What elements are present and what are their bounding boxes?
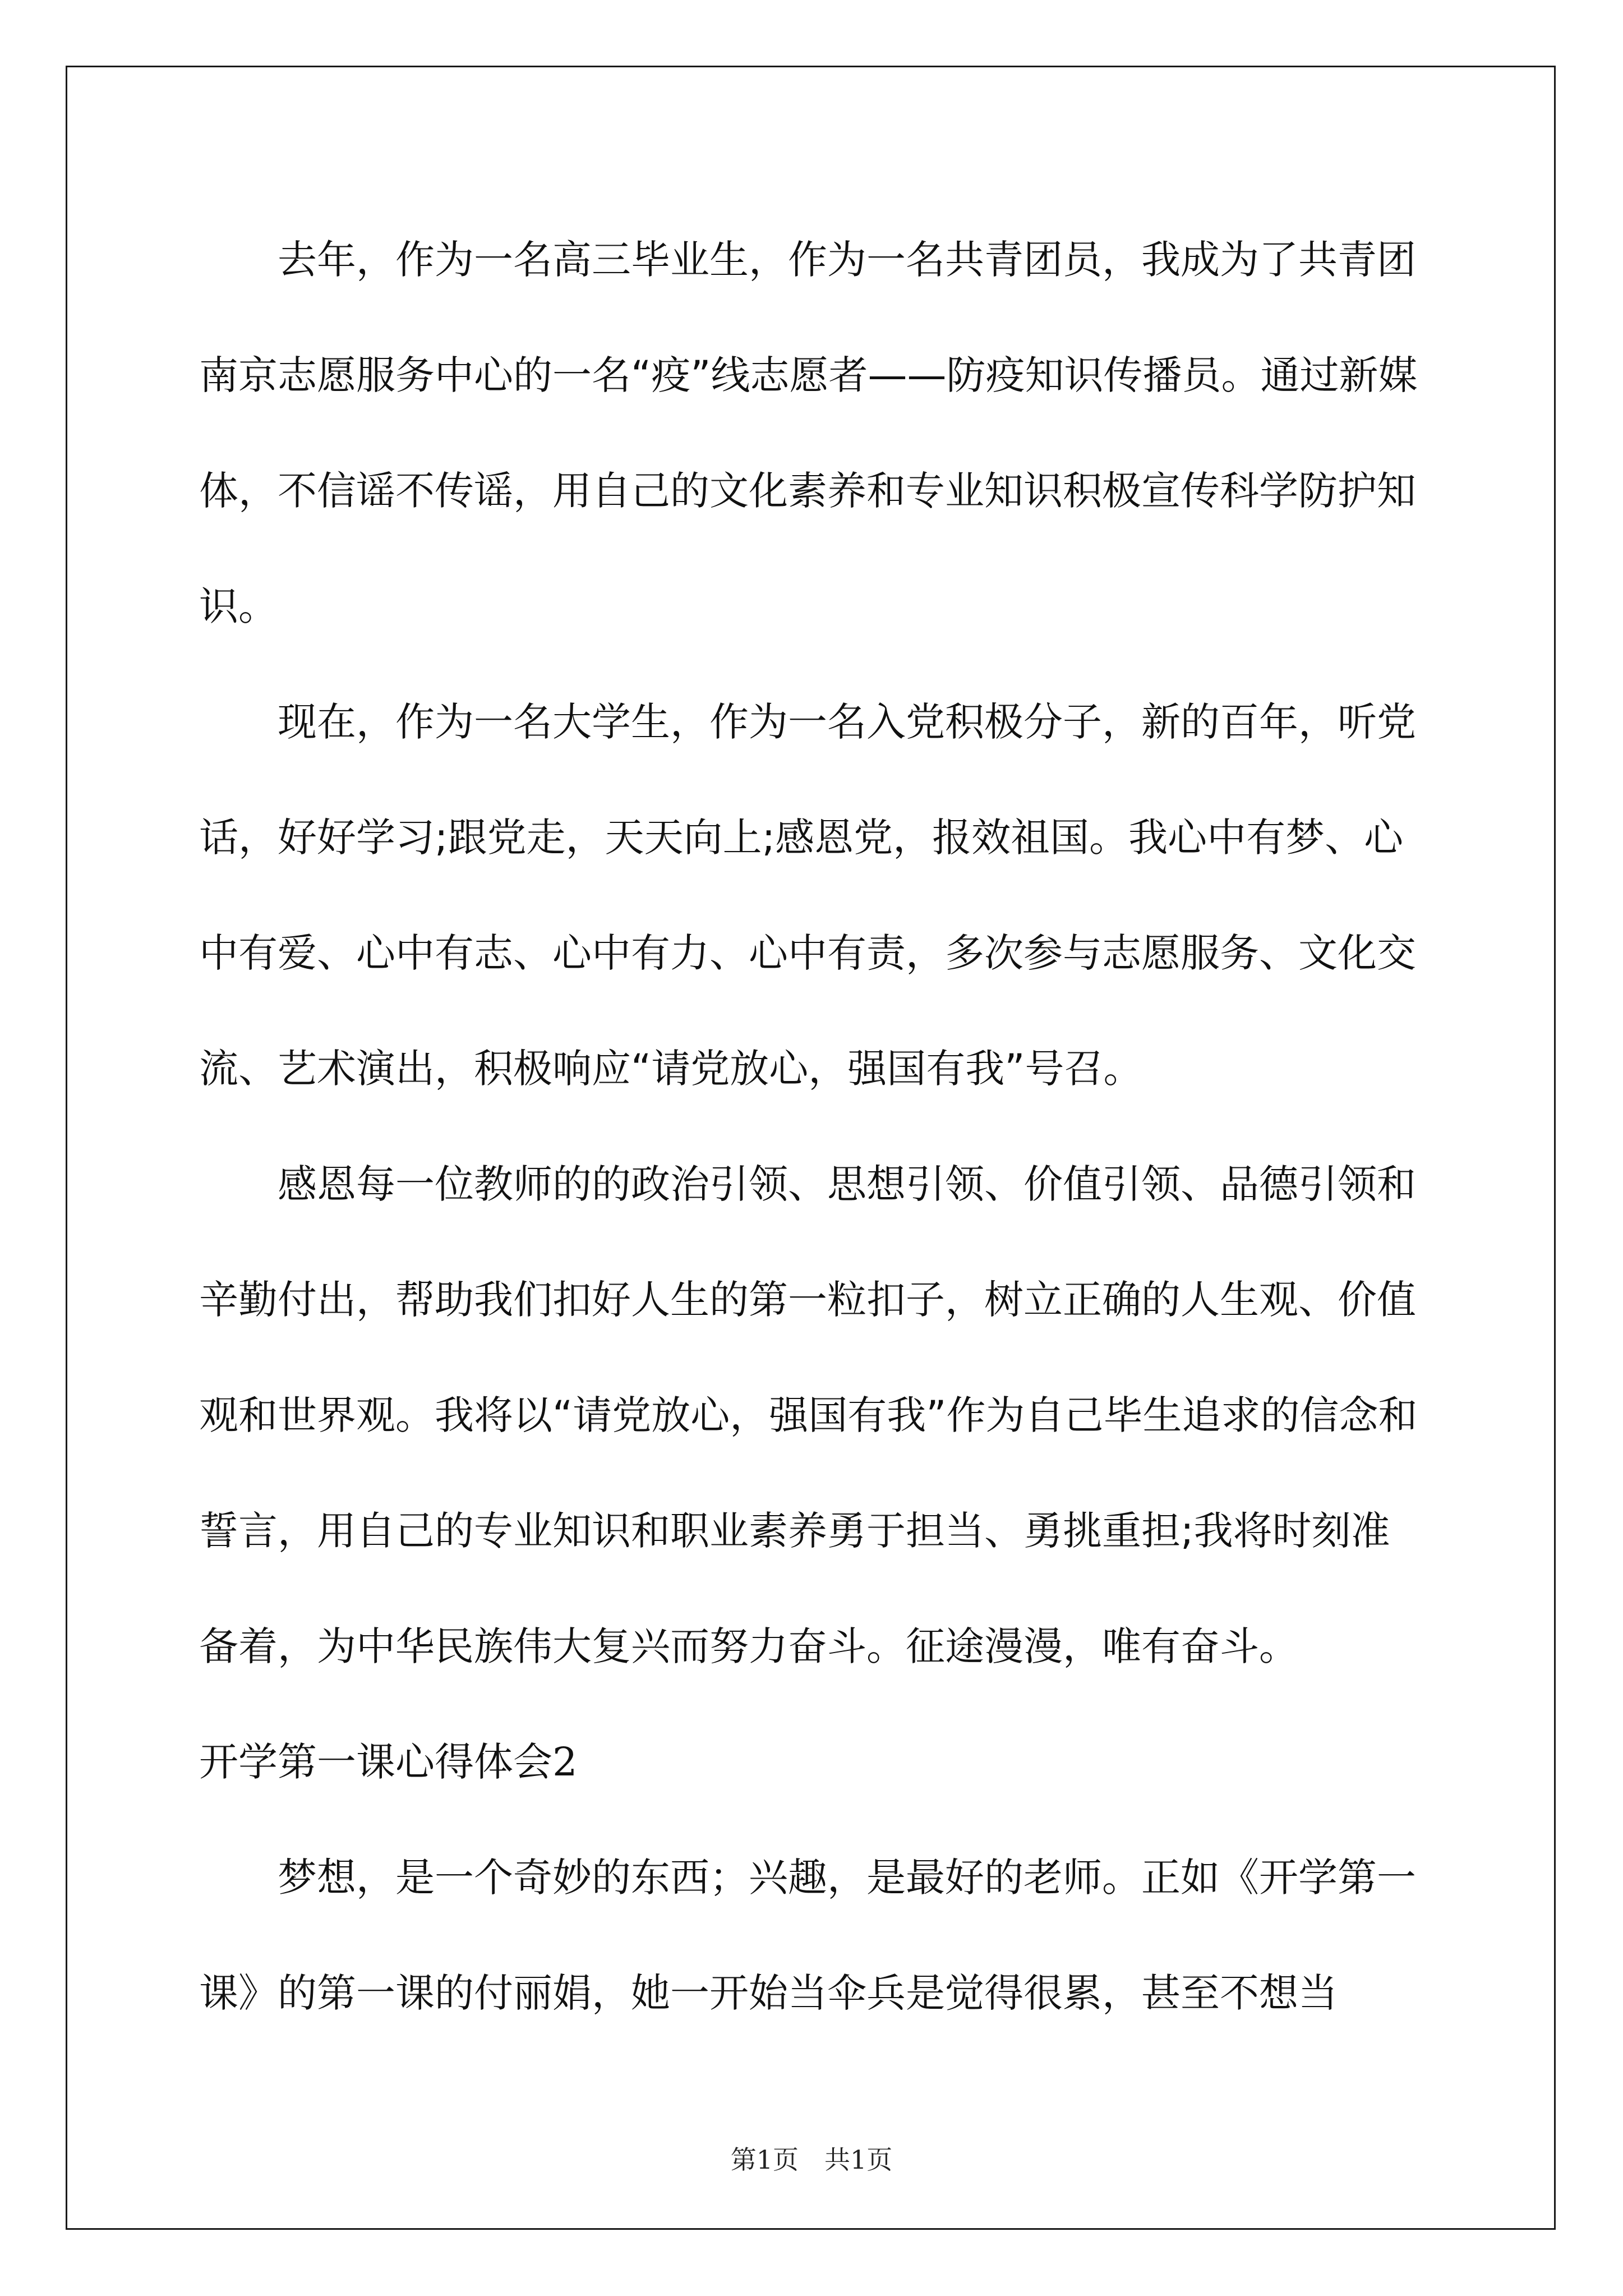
page-number: 第1页	[730, 2145, 799, 2175]
page-total: 共1页	[824, 2145, 893, 2175]
document-body	[199, 202, 1422, 2051]
paragraph: 现在，作为一名大学生，作为一名入党积极分子，新的百年，听党话，好好学习;跟党走，天天向上;感恩党，报效祖国。我心中有梦、心中有爱、心中有志、心中有力、心中有责，多次参与志愿服务、文化交流、艺术演出，积极响应“请党放心，强国有我”号召。	[199, 699, 1416, 1092]
paragraph: 去年，作为一名高三毕业生，作为一名共青团员，我成为了共青团南京志愿服务中心的一名“疫”线志愿者——防疫知识传播员。通过新媒体，不信谣不传谣，用自己的文化素养和专业知识积极宣传科学防护知识。	[199, 237, 1418, 629]
page-footer	[0, 2143, 1623, 2177]
paragraph: 梦想，是一个奇妙的东西；兴趣，是最好的老师。正如《开学第一课》的第一课的付丽娟，她一开始当伞兵是觉得很累，甚至不想当	[199, 1855, 1416, 2016]
section-heading: 开学第一课心得体会2	[199, 1739, 578, 1785]
paragraph: 感恩每一位教师的的政治引领、思想引领、价值引领、品德引领和辛勤付出，帮助我们扣好人生的第一粒扣子，树立正确的人生观、价值观和世界观。我将以“请党放心，强国有我”作为自己毕生追求的信念和誓言，用自己的专业知识和职业素养勇于担当、勇挑重担;我将时刻准备着，为中华民族伟大复兴而努力奋斗。征途漫漫，唯有奋斗。	[199, 1161, 1418, 1669]
